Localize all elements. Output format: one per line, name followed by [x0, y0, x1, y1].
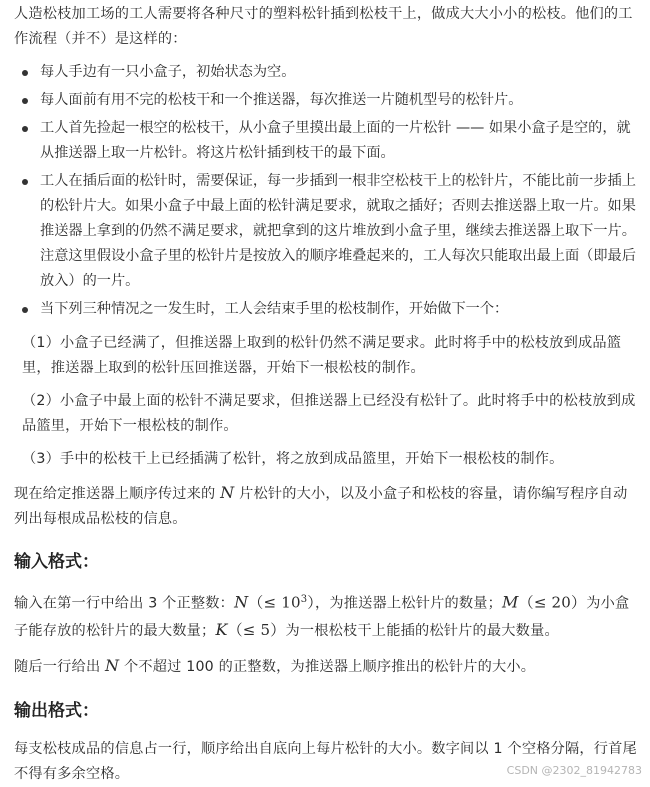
bullet-dot-icon [22, 126, 28, 132]
task-paragraph [0, 480, 650, 532]
input-line-1 [0, 587, 650, 644]
input-text-d: 为一根松枝干上能插的松针片的最大数量。 [285, 622, 559, 639]
var-n: N [234, 592, 249, 612]
bullet-dot-icon [22, 179, 28, 185]
task-text-a: 现在给定推送器上顺序传过来的 [14, 486, 216, 502]
var-m: M [502, 592, 519, 612]
list-item [0, 116, 650, 166]
case-3: （3）手中的松枝干上已经插满了松针，将之放到成品篮里，开始下一根松枝的制作。 [22, 451, 564, 467]
list-item [0, 297, 650, 322]
process-list [0, 60, 650, 322]
n-bound-exponent: 3 [300, 594, 308, 605]
bullet-dot-icon [22, 98, 28, 104]
bullet-dot-icon [22, 307, 28, 313]
n-bound: （≤ 10 [248, 593, 301, 612]
case-1: （1）小盒子已经满了，但推送器上取到的松针仍然不满足要求。此时将手中的松枝放到成品篮里，推送器上取到的松针压回推送器，开始下一根松枝的制作。 [22, 335, 622, 376]
input-text-a: 输入在第一行中给出 3 个正整数： [14, 595, 235, 612]
var-k: K [215, 619, 228, 639]
csdn-watermark: CSDN @2302_81942783 [506, 764, 642, 777]
k-bound: （≤ 5） [227, 620, 286, 639]
output-paragraph: 每支松枝成品的信息占一行，顺序给出自底向上每片松针的大小。数字间以 1 个空格分隔，行首尾不得有多余空格。 [14, 740, 637, 782]
input-text-a: 随后一行给出 [14, 658, 101, 675]
input-text-b: ，为推送器上松针片的数量； [314, 595, 503, 612]
case-2: （2）小盒子中最上面的松针不满足要求，但推送器上已经没有松针了。此时将手中的松枝放到成品篮里，开始下一根松枝的制作。 [22, 393, 636, 434]
var-n: N [220, 483, 235, 502]
input-line-2 [0, 653, 650, 680]
input-format-heading: 输入格式： [14, 552, 99, 572]
list-item-text: 工人首先捡起一根空的松枝干，从小盒子里摸出最上面的一片松针 —— 如果小盒子是空的，就从推送器上取一片松针。将这片松针插到枝干的最下面。 [40, 120, 631, 161]
list-item-text: 当下列三种情况之一发生时，工人会结束手里的松枝制作，开始做下一个： [40, 301, 509, 317]
list-item [0, 169, 650, 294]
output-format-heading: 输出格式： [14, 700, 99, 721]
task-text-b: 片松针的大小，以及小盒子和松枝的容量，请你编写程序自动列出每根成品松枝的信息。 [14, 486, 628, 527]
m-bound: （≤ 20） [518, 593, 587, 612]
input-text-b: 个不超过 100 的正整数，为推送器上顺序推出的松针片的大小。 [123, 658, 536, 675]
var-n: N [105, 655, 120, 675]
list-item-text: 每人面前有用不完的松枝干和一个推送器，每次推送一片随机型号的松针片。 [40, 92, 523, 108]
list-item [0, 88, 650, 113]
bullet-dot-icon [22, 70, 28, 76]
list-item-text: 工人在插后面的松针时，需要保证，每一步插到一根非空松枝干上的松针片，不能比前一步插上的松针片大。如果小盒子中最上面的松针满足要求，就取之插好；否则去推送器上取一片。如果推送器上拿到的仍然不满足要求，就把拿到的这片堆放到小盒子里，继续去推送器上取下一片。注意这里假设小盒子里的松针片是按放入的顺序堆叠起来的，工人每次只能取出最上面（即最后放入）的一片。 [40, 173, 636, 289]
intro-paragraph: 人造松枝加工场的工人需要将各种尺寸的塑料松针插到松枝干上，做成大大小小的松枝。他们的工作流程（并不）是这样的： [14, 6, 633, 47]
list-item [0, 60, 650, 85]
n-bound-close: ） [307, 593, 315, 612]
input-text-c: 为小盒子能存放的松针片的最大数量； [14, 595, 630, 639]
list-item-text: 每人手边有一只小盒子，初始状态为空。 [40, 64, 296, 80]
